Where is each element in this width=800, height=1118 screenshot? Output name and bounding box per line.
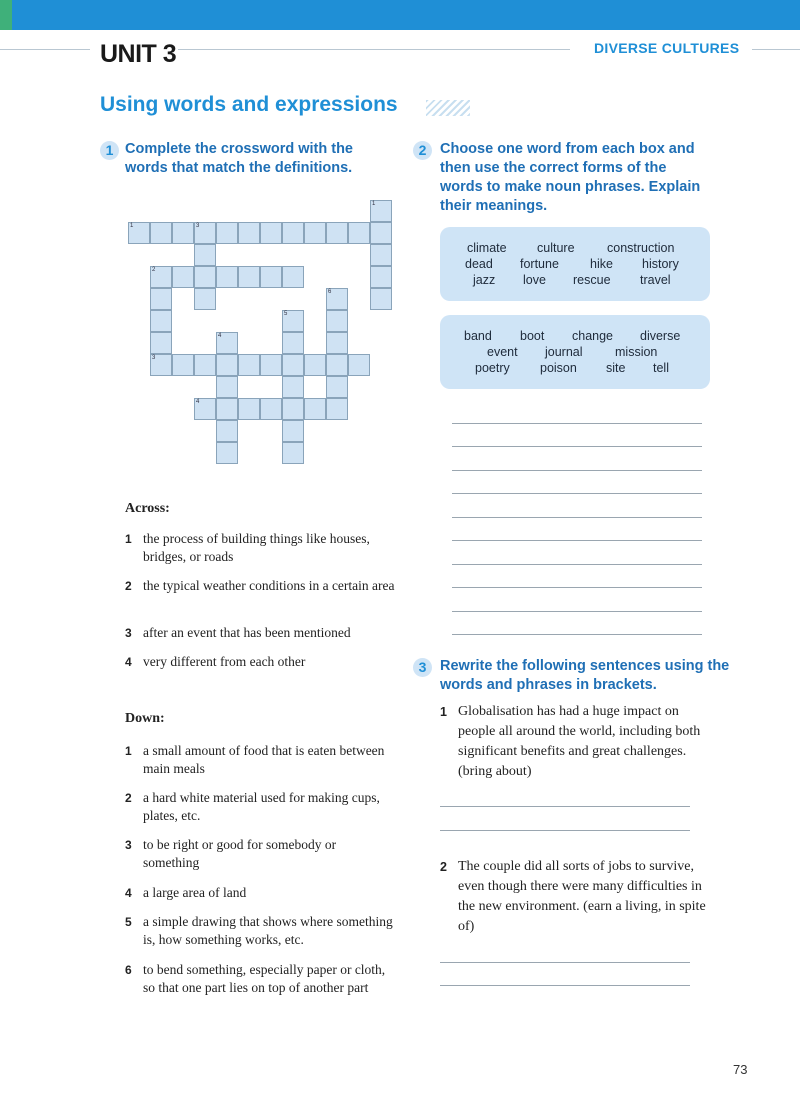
crossword-cell[interactable] [282, 310, 304, 332]
clue-text: the typical weather conditions in a certain area [143, 578, 395, 593]
heading-decoration [426, 100, 470, 116]
clue-text: a small amount of food that is eaten between main meals [143, 743, 385, 776]
crossword-cell[interactable] [172, 266, 194, 288]
word-option[interactable]: love [523, 273, 546, 287]
clue-text: a simple drawing that shows where something is, how something works, etc. [143, 914, 393, 947]
crossword-cell[interactable] [304, 354, 326, 376]
answer-line[interactable] [440, 830, 690, 831]
crossword-cell[interactable] [194, 398, 216, 420]
crossword-cell[interactable] [282, 442, 304, 464]
crossword-cell[interactable] [150, 222, 172, 244]
crossword-cell[interactable] [370, 288, 392, 310]
word-option[interactable]: travel [640, 273, 671, 287]
answer-line[interactable] [452, 470, 702, 471]
crossword-cell[interactable] [238, 222, 260, 244]
answer-line[interactable] [452, 423, 702, 424]
clue-number: 4 [218, 333, 222, 339]
crossword-cell[interactable] [216, 266, 238, 288]
header-rule-right [752, 49, 800, 50]
word-option[interactable]: poison [540, 361, 577, 375]
item-text: The couple did all sorts of jobs to survive, even though there were many difficulties in the new environment. (earn a living, in spite of) [458, 859, 706, 934]
answer-line[interactable] [440, 806, 690, 807]
crossword-cell[interactable] [326, 376, 348, 398]
answer-line[interactable] [452, 564, 702, 565]
down-clue [125, 836, 395, 872]
exercise-1-instruction: Complete the crossword with the words that match the definitions. [125, 141, 353, 176]
crossword-cell[interactable] [304, 398, 326, 420]
exercise-2-number: 2 [413, 141, 432, 160]
word-option[interactable]: climate [467, 241, 507, 255]
crossword-cell[interactable] [238, 398, 260, 420]
crossword-cell[interactable] [216, 332, 238, 354]
exercise-1-number: 1 [100, 141, 119, 160]
down-clue [125, 913, 395, 949]
crossword-cell[interactable] [260, 354, 282, 376]
across-clue [125, 530, 395, 566]
crossword-cell[interactable] [194, 244, 216, 266]
crossword-cell[interactable] [326, 288, 348, 310]
exercise-2-instruction: Choose one word from each box and then use the correct forms of the words to make noun phrases. Explain their meanings. [440, 141, 701, 214]
word-option[interactable]: hike [590, 257, 613, 271]
exercise-3-instruction: Rewrite the following sentences using the words and phrases in brackets. [440, 658, 730, 693]
down-clue [125, 742, 395, 778]
word-option[interactable]: jazz [473, 273, 496, 287]
across-clue [125, 577, 395, 595]
clue-text: to bend something, especially paper or cloth, so that one part lies on top of another part [143, 962, 386, 995]
clue-number: 4 [125, 886, 132, 900]
crossword-cell[interactable] [150, 266, 172, 288]
crossword-cell[interactable] [150, 332, 172, 354]
word-box-2 [440, 315, 710, 389]
crossword-cell[interactable] [216, 222, 238, 244]
clue-number: 6 [125, 963, 132, 977]
answer-line[interactable] [440, 962, 690, 963]
answer-line[interactable] [452, 540, 702, 541]
item-text: Globalisation has had a huge impact on people all around the world, including both significant benefits and great challenges. (bring about) [458, 704, 701, 779]
crossword-cell[interactable] [260, 398, 282, 420]
top-color-bar [0, 0, 800, 30]
clue-number: 2 [125, 579, 132, 593]
clue-text: to be right or good for somebody or something [143, 837, 337, 870]
answer-line[interactable] [452, 493, 702, 494]
crossword-cell[interactable] [326, 332, 348, 354]
clue-number: 1 [372, 201, 376, 207]
crossword-cell[interactable] [194, 288, 216, 310]
crossword-cell[interactable] [326, 310, 348, 332]
across-clue [125, 653, 395, 671]
crossword-cell[interactable] [370, 244, 392, 266]
clue-number: 1 [125, 744, 132, 758]
clue-number: 3 [152, 355, 156, 361]
item-number: 2 [440, 860, 447, 874]
item-number: 1 [440, 705, 447, 719]
word-option[interactable]: event [487, 345, 518, 359]
crossword-cell[interactable] [370, 222, 392, 244]
header-rule-middle [178, 49, 570, 50]
crossword-cell[interactable] [216, 376, 238, 398]
crossword-cell[interactable] [260, 222, 282, 244]
crossword-cell[interactable] [282, 266, 304, 288]
word-option[interactable]: fortune [520, 257, 559, 271]
page-number: 73 [733, 1062, 748, 1077]
crossword-cell[interactable] [326, 222, 348, 244]
crossword-cell[interactable] [370, 266, 392, 288]
crossword-cell[interactable] [370, 200, 392, 222]
crossword-cell[interactable] [282, 354, 304, 376]
clue-text: the process of building things like houses, bridges, or roads [143, 531, 370, 564]
down-clue [125, 789, 395, 825]
across-clue [125, 624, 395, 642]
crossword-cell[interactable] [238, 354, 260, 376]
word-option[interactable]: construction [607, 241, 675, 255]
exercise-3-item [440, 702, 710, 782]
answer-line[interactable] [440, 985, 690, 986]
exercise-3-item [440, 857, 710, 937]
clue-number: 2 [125, 791, 132, 805]
crossword-cell[interactable] [194, 222, 216, 244]
clue-text: after an event that has been mentioned [143, 625, 351, 640]
crossword-cell[interactable] [216, 398, 238, 420]
crossword-cell[interactable] [150, 354, 172, 376]
section-heading: Using words and expressions [100, 93, 398, 116]
clue-number: 5 [125, 915, 132, 929]
crossword-cell[interactable] [326, 398, 348, 420]
clue-text: a large area of land [143, 885, 247, 900]
crossword-cell[interactable] [216, 420, 238, 442]
crossword-cell[interactable] [216, 442, 238, 464]
crossword-cell[interactable] [194, 354, 216, 376]
clue-number: 1 [125, 532, 132, 546]
clue-text: a hard white material used for making cups, plates, etc. [143, 790, 380, 823]
crossword-cell[interactable] [348, 222, 370, 244]
down-heading: Down: [125, 711, 165, 726]
crossword-cell[interactable] [282, 376, 304, 398]
word-box-1 [440, 227, 710, 301]
exercise-3-number: 3 [413, 658, 432, 677]
crossword-cell[interactable] [282, 222, 304, 244]
unit-topic: DIVERSE CULTURES [594, 40, 740, 56]
clue-number: 3 [125, 838, 132, 852]
clue-number: 3 [196, 223, 200, 229]
clue-number: 6 [328, 289, 332, 295]
crossword-cell[interactable] [282, 420, 304, 442]
word-option[interactable]: rescue [573, 273, 611, 287]
crossword-cell[interactable] [194, 266, 216, 288]
down-clue [125, 884, 395, 902]
clue-number: 1 [130, 223, 134, 229]
word-option[interactable]: poetry [475, 361, 510, 375]
crossword-cell[interactable] [128, 222, 150, 244]
crossword-cell[interactable] [304, 222, 326, 244]
down-clue [125, 961, 395, 997]
word-option[interactable]: culture [537, 241, 575, 255]
clue-number: 5 [284, 311, 288, 317]
word-option[interactable]: tell [653, 361, 669, 375]
answer-line[interactable] [452, 517, 702, 518]
crossword-cell[interactable] [172, 222, 194, 244]
word-option[interactable]: history [642, 257, 679, 271]
top-color-bar-accent [0, 0, 12, 30]
clue-number: 2 [152, 267, 156, 273]
word-option[interactable]: journal [545, 345, 583, 359]
word-option[interactable]: band [464, 329, 492, 343]
answer-line[interactable] [452, 587, 702, 588]
crossword-cell[interactable] [150, 310, 172, 332]
word-option[interactable]: boot [520, 329, 545, 343]
word-option[interactable]: change [572, 329, 614, 343]
answer-line[interactable] [452, 611, 702, 612]
word-option[interactable]: diverse [640, 329, 681, 343]
answer-line[interactable] [452, 634, 702, 635]
word-option[interactable]: site [606, 361, 626, 375]
word-option[interactable]: dead [465, 257, 493, 271]
crossword-cell[interactable] [216, 354, 238, 376]
crossword-cell[interactable] [150, 288, 172, 310]
clue-number: 4 [196, 399, 200, 405]
crossword-cell[interactable] [172, 354, 194, 376]
across-heading: Across: [125, 501, 170, 516]
word-option[interactable]: mission [615, 345, 658, 359]
crossword-cell[interactable] [348, 354, 370, 376]
clue-number: 3 [125, 626, 132, 640]
clue-number: 4 [125, 655, 132, 669]
answer-line[interactable] [452, 446, 702, 447]
crossword-cell[interactable] [282, 398, 304, 420]
crossword-cell[interactable] [238, 266, 260, 288]
crossword-cell[interactable] [326, 354, 348, 376]
unit-title: UNIT 3 [100, 40, 177, 68]
crossword-cell[interactable] [282, 332, 304, 354]
clue-text: very different from each other [143, 654, 306, 669]
crossword-cell[interactable] [260, 266, 282, 288]
header-rule-left [0, 49, 90, 50]
